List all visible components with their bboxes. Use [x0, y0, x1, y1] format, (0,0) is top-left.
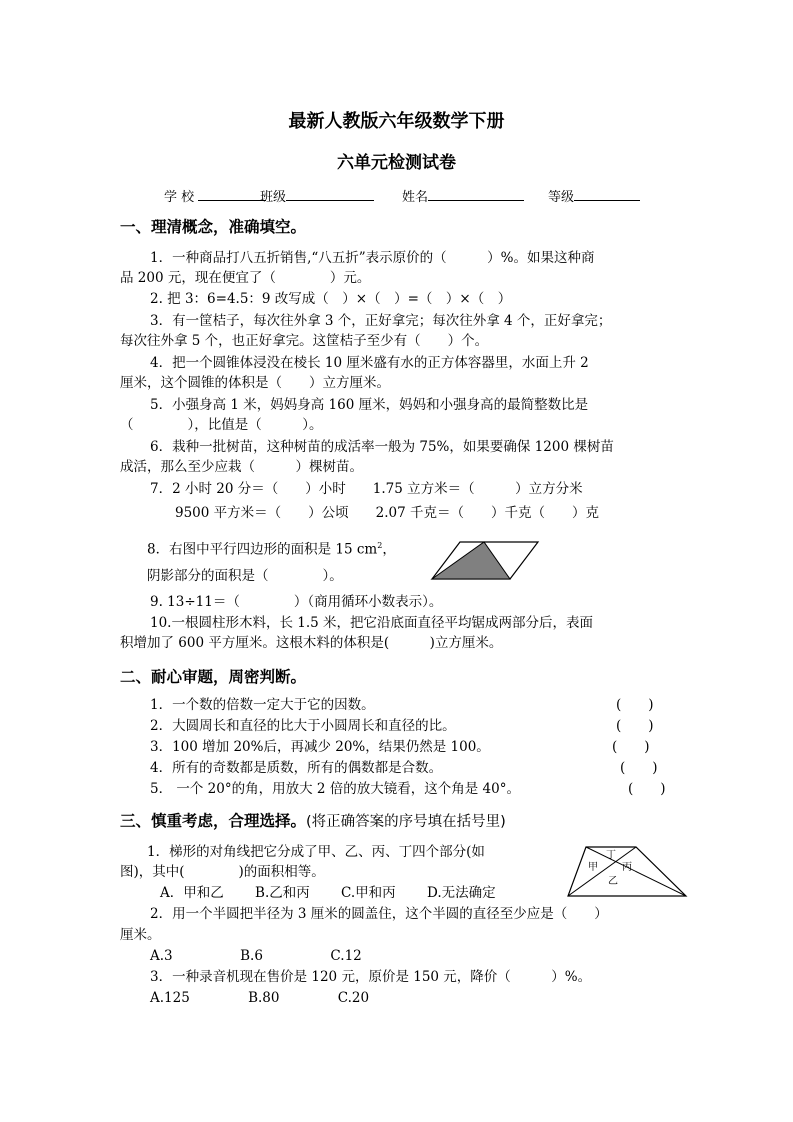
q9: 9. 13÷11＝（ ）（商用循环小数表示）。: [150, 594, 443, 610]
q6-line2: 成活，那么至少应栽（ ）棵树苗。: [120, 459, 363, 475]
judge-5-bracket[interactable]: ( ): [628, 781, 666, 797]
q8-end: ，: [382, 541, 396, 558]
q3-line2: 每次往外拿 5 个，也正好拿完。这筐桔子至少有（ ）个。: [120, 333, 489, 349]
section3-note: (将正确答案的序号填在括号里): [306, 814, 506, 830]
name-blank[interactable]: [428, 186, 524, 201]
mc1-line1: 1．梯形的对角线把它分成了甲、乙、丙、丁四个部分(如: [147, 844, 485, 860]
mc3-options: A.125 B.80 C.20: [150, 990, 370, 1006]
header-name: [402, 186, 524, 205]
q4-line2: 厘米，这个圆锥的体积是（ ）立方厘米。: [120, 375, 390, 391]
judge-4-bracket[interactable]: ( ): [620, 760, 658, 776]
mc1-options: A．甲和乙 B.乙和丙 C.甲和丙 D.无法确定: [160, 885, 496, 901]
judge-1-text: 1．一个数的倍数一定大于它的因数。: [150, 697, 375, 713]
q7-line1: 7．2 小时 20 分＝（ ）小时 1.75 立方米＝（ ）立方分米: [150, 481, 583, 497]
q8-sup: 2: [377, 541, 383, 550]
judge-1-bracket[interactable]: ( ): [616, 697, 654, 713]
q5-line2: （ ），比值是（ ）。: [120, 417, 323, 433]
q1-line2: 品 200 元，现在便宜了（ ）元。: [120, 270, 371, 286]
section3-heading: [120, 809, 506, 831]
q4-line1: 4．把一个圆锥体浸没在棱长 10 厘米盛有水的正方体容器里，水面上升 2: [150, 355, 589, 371]
page-subtitle: 六单元检测试卷: [337, 153, 456, 173]
header-school: [164, 186, 266, 205]
q5-line1: 5．小强身高 1 米，妈妈身高 160 厘米，妈妈和小强身高的最简整数比是: [150, 397, 589, 413]
parallelogram-figure: [430, 540, 542, 582]
judge-5-text: 5． 一个 20°的角，用放大 2 倍的放大镜看，这个角是 40°。: [150, 781, 520, 797]
judge-2-bracket[interactable]: ( ): [616, 718, 654, 734]
q8-line2: 阴影部分的面积是（ ）。: [147, 568, 343, 584]
q10-line1: 10.一根圆柱形木料，长 1.5 米，把它沿底面直径平均锯成两部分后，表面: [150, 615, 594, 631]
trapezoid-figure: [566, 844, 688, 900]
label-yi: 乙: [608, 876, 618, 887]
page-title: 最新人教版六年级数学下册: [288, 111, 505, 132]
judge-4-text: 4．所有的奇数都是质数，所有的偶数都是合数。: [150, 760, 443, 776]
judge-3-text: 3．100 增加 20%后，再减少 20%，结果仍然是 100。: [150, 739, 490, 755]
judge-2-text: 2．大圆周长和直径的比大于小圆周长和直径的比。: [150, 718, 456, 734]
section2-heading: 二、耐心审题，周密判断。: [120, 668, 307, 686]
mc1-line2: 图)，其中( )的面积相等。: [120, 864, 325, 880]
diagonal-1: [586, 847, 686, 896]
q2: 2. 把 3：6=4.5：9 改写成（ ）×（ ）=（ ）×（ ）: [150, 291, 512, 307]
mc2-line1: 2．用一个半圆把半径为 3 厘米的圆盖住，这个半圆的直径至少应是（ ）: [150, 906, 608, 922]
mc2-line2: 厘米。: [120, 927, 161, 943]
q6-line1: 6．栽种一批树苗，这种树苗的成活率一般为 75%，如果要确保 1200 棵树苗: [150, 439, 614, 455]
school-blank[interactable]: [198, 186, 266, 201]
shaded-triangle: [432, 542, 510, 579]
section1-heading: 一、理清概念，准确填空。: [120, 218, 307, 236]
label-ding: 丁: [606, 850, 616, 861]
q7-line2: 9500 平方米＝（ ）公顷 2.07 千克＝（ ）千克（ ）克: [175, 505, 599, 521]
grade-blank[interactable]: [574, 186, 640, 201]
header-grade: [548, 186, 640, 205]
q3-line1: 3．有一筐桔子，每次往外拿 3 个，正好拿完；每次往外拿 4 个，正好拿完；: [150, 313, 612, 329]
header-class: [260, 186, 374, 205]
q10-line2: 积增加了 600 平方厘米。这根木料的体积是( )立方厘米。: [120, 635, 503, 651]
q8-line1: [147, 536, 396, 560]
label-jia: 甲: [588, 862, 598, 873]
section3-title: 三、慎重考虑，合理选择。: [120, 812, 307, 830]
judge-3-bracket[interactable]: ( ): [612, 739, 650, 755]
mc2-options: A.3 B.6 C.12: [150, 948, 362, 964]
mc3: 3．一种录音机现在售价是 120 元，原价是 150 元，降价（ ）%。: [150, 969, 592, 985]
label-bing: 丙: [622, 862, 632, 873]
class-blank[interactable]: [286, 186, 374, 201]
q1-line1: 1．一种商品打八五折销售,“八五折”表示原价的（ ）%。如果这种商: [150, 250, 595, 266]
q8-text: 8．右图中平行四边形的面积是 15 cm: [147, 541, 378, 558]
name-label: 姓名: [402, 190, 429, 205]
school-label: 学 校: [164, 190, 195, 205]
class-label: 班级: [260, 190, 287, 205]
grade-label: 等级: [548, 190, 575, 205]
